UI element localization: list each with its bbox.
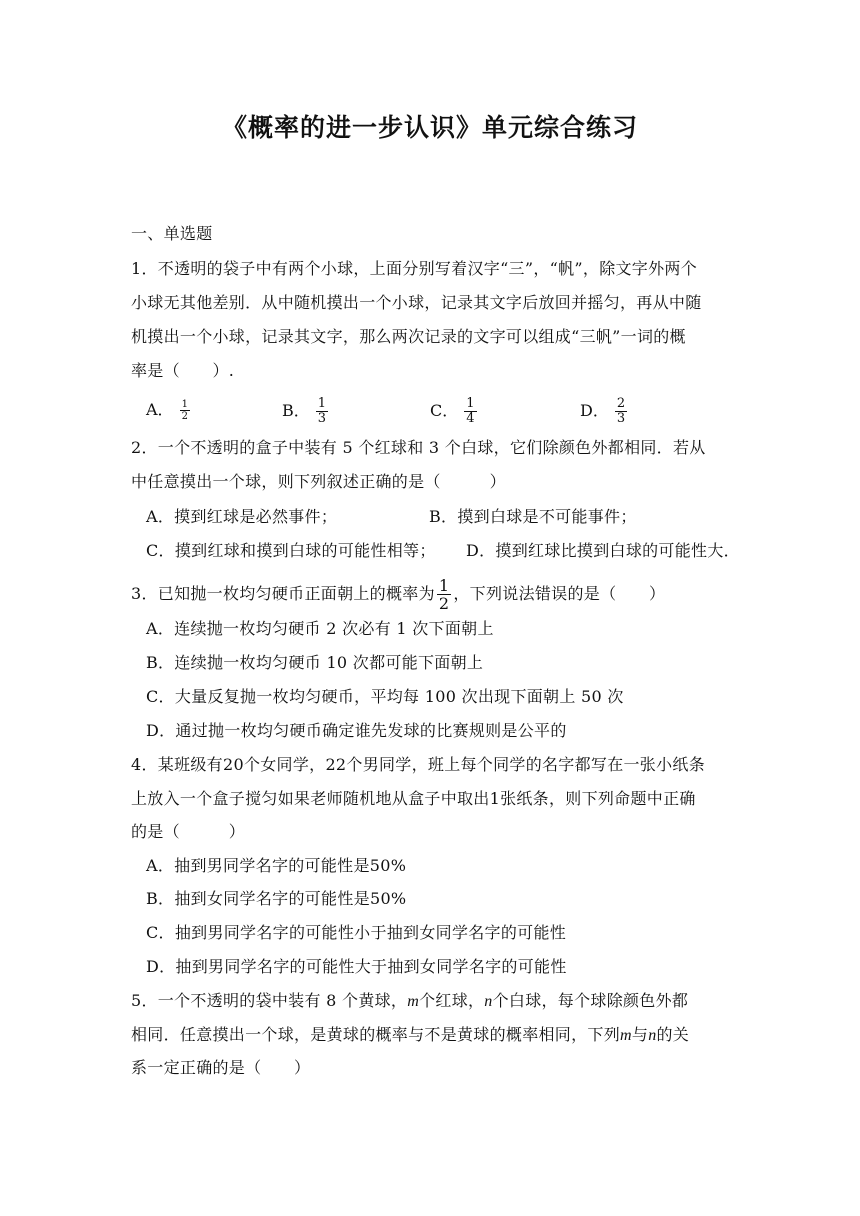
variable-n: n [484, 993, 493, 1010]
fraction-numerator: 1 [438, 576, 450, 595]
section-heading: 一、单选题 [131, 224, 213, 243]
page-title: 《概率的进一步认识》单元综合练习 [221, 113, 638, 142]
fraction [437, 577, 451, 612]
fraction-numerator: 1 [181, 399, 188, 410]
q3-stem-suffix: ，下列说法错误的是（ ） [453, 584, 666, 603]
q3-option-b: B．连续抛一枚均匀硬币 10 次都可能下面朝上 [146, 653, 484, 672]
q3-option-c: C．大量反复抛一枚均匀硬币，平均每 100 次出现下面朝上 50 次 [146, 687, 624, 706]
fraction-numerator: 2 [616, 396, 626, 411]
q2-line: 2．一个不透明的盒子中装有 5 个红球和 3 个白球，它们除颜色外都相同．若从 [131, 438, 706, 457]
q2-option-b: B．摸到白球是不可能事件； [429, 507, 637, 526]
q4-option-b: B．抽到女同学名字的可能性是50% [146, 889, 407, 908]
fraction-denominator: 3 [317, 411, 327, 426]
option-label: C． [430, 401, 459, 420]
option-label: D． [580, 401, 609, 420]
fraction [464, 397, 476, 426]
fraction [316, 397, 328, 426]
q5-text: 相同．任意摸出一个球，是黄球的概率与不是黄球的概率相同，下列 [131, 1025, 621, 1044]
q4-option-a: A．抽到男同学名字的可能性是50% [146, 856, 407, 875]
q1-option-d [580, 397, 627, 426]
q5-text: 个红球， [419, 991, 485, 1010]
fraction [615, 397, 627, 426]
fraction-numerator: 1 [466, 396, 475, 411]
variable-m: m [407, 993, 420, 1010]
q1-option-c [430, 397, 477, 426]
option-label: A． [146, 400, 174, 419]
q3-option-a: A．连续抛一枚均匀硬币 2 次必有 1 次下面朝上 [146, 619, 494, 638]
q1-option-b [282, 397, 328, 426]
q1-option-a [146, 399, 190, 422]
q5-text: 与 [631, 1025, 649, 1044]
q4-line: 4．某班级有20个女同学，22个男同学，班上每个同学的名字都写在一张小纸条 [131, 755, 705, 774]
q4-option-c: C．抽到男同学名字的可能性小于抽到女同学名字的可能性 [146, 923, 567, 942]
q5-line [131, 1025, 689, 1046]
q4-line: 的是（ ） [131, 822, 246, 841]
q3-stem [131, 577, 665, 612]
q5-line: 系一定正确的是（ ） [131, 1058, 311, 1077]
q4-option-d: D．抽到男同学名字的可能性大于抽到女同学名字的可能性 [146, 957, 567, 976]
variable-m: m [620, 1027, 632, 1044]
q2-option-a: A．摸到红球是必然事件； [146, 507, 338, 526]
q2-line: 中任意摸出一个球，则下列叙述正确的是（ ） [131, 472, 506, 491]
q3-stem-prefix: 3．已知抛一枚均匀硬币正面朝上的概率为 [131, 584, 435, 603]
q4-line: 上放入一个盒子搅匀如果老师随机地从盒子中取出1张纸条，则下列命题中正确 [131, 789, 696, 808]
fraction [180, 399, 190, 422]
q5-text: 个白球，每个球除颜色外都 [492, 991, 689, 1010]
q1-line: 小球无其他差别．从中随机摸出一个小球，记录其文字后放回并摇匀，再从中随 [131, 293, 702, 312]
fraction-denominator: 3 [616, 411, 626, 426]
q5-line [131, 991, 688, 1012]
fraction-denominator: 4 [466, 411, 475, 426]
fraction-denominator: 2 [438, 594, 450, 613]
variable-n: n [648, 1027, 657, 1044]
q2-option-c: C．摸到红球和摸到白球的可能性相等； [146, 541, 436, 560]
q1-line: 机摸出一个小球，记录其文字，那么两次记录的文字可以组成“三帆”一词的概 [131, 327, 686, 346]
q5-text: 5．一个不透明的袋中装有 8 个黄球， [131, 991, 408, 1010]
q5-text: 的关 [656, 1025, 690, 1044]
q1-line: 率是（ ）. [131, 361, 235, 380]
q1-line: 1．不透明的袋子中有两个小球，上面分别写着汉字“三”，“帆”，除文字外两个 [131, 259, 697, 278]
q3-option-d: D．通过抛一枚均匀硬币确定谁先发球的比赛规则是公平的 [146, 721, 567, 740]
fraction-numerator: 1 [317, 396, 327, 411]
option-label: B． [282, 401, 310, 420]
fraction-denominator: 2 [181, 411, 188, 422]
q2-option-d: D．摸到红球比摸到白球的可能性大． [466, 541, 740, 560]
